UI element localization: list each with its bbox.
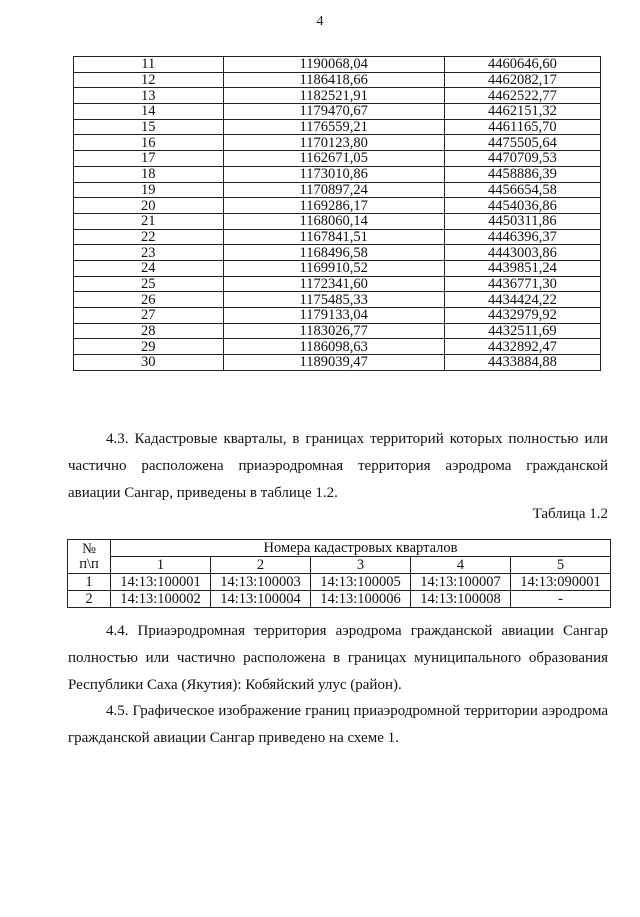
row-number: 1 [68, 574, 111, 591]
cadastral-number: 14:13:090001 [511, 574, 611, 591]
cadastral-number: 14:13:100003 [211, 574, 311, 591]
coord-y: 4462522,77 [444, 88, 600, 104]
coord-y: 4462151,32 [444, 104, 600, 120]
point-number: 21 [74, 213, 224, 229]
point-number: 26 [74, 292, 224, 308]
table-row [74, 166, 601, 182]
coord-y: 4475505,64 [444, 135, 600, 151]
table-header-row [68, 540, 611, 557]
point-number: 28 [74, 323, 224, 339]
table-caption: Таблица 1.2 [532, 506, 608, 522]
point-number: 20 [74, 198, 224, 214]
table-row [74, 135, 601, 151]
coord-y: 4470709,53 [444, 151, 600, 167]
column-number: 4 [411, 557, 511, 574]
column-number: 3 [311, 557, 411, 574]
coord-x: 1189039,47 [223, 355, 444, 371]
table-row [74, 88, 601, 104]
point-number: 27 [74, 308, 224, 324]
cadastral-number: 14:13:100007 [411, 574, 511, 591]
cadastral-number: - [511, 591, 611, 608]
coord-x: 1183026,77 [223, 323, 444, 339]
table-row [74, 323, 601, 339]
table-row [74, 151, 601, 167]
coord-y: 4443003,86 [444, 245, 600, 261]
coord-x: 1172341,60 [223, 276, 444, 292]
point-number: 25 [74, 276, 224, 292]
cadastral-number: 14:13:100001 [111, 574, 211, 591]
cadastral-number: 14:13:100008 [411, 591, 511, 608]
table-row [74, 104, 601, 120]
table-row [74, 72, 601, 88]
coord-y: 4434424,22 [444, 292, 600, 308]
coord-y: 4432511,69 [444, 323, 600, 339]
table-column-numbers-row [68, 557, 611, 574]
paragraph-4-3: 4.3. Кадастровые кварталы, в границах территорий которых полностью или частично расположена приаэродромная территория аэродрома гражданской авиации Сангар, приведены в таблице 1.2. [68, 431, 608, 501]
coord-y: 4436771,30 [444, 276, 600, 292]
coord-x: 1179133,04 [223, 308, 444, 324]
point-number: 23 [74, 245, 224, 261]
point-number: 13 [74, 88, 224, 104]
table-row [74, 339, 601, 355]
coordinates-table-body [74, 57, 601, 371]
table-row [74, 229, 601, 245]
point-number: 30 [74, 355, 224, 371]
table-row [68, 574, 611, 591]
point-number: 22 [74, 229, 224, 245]
coord-y: 4461165,70 [444, 119, 600, 135]
paragraph-4-4: 4.4. Приаэродромная территория аэродрома гражданской авиации Сангар полностью или частично расположена в границах муниципального образования Республики Саха (Якутия): Кобяйский улус (район). [68, 623, 608, 693]
header-number-subtitle: п\п [79, 555, 99, 572]
column-number: 2 [211, 557, 311, 574]
coord-y: 4462082,17 [444, 72, 600, 88]
point-number: 19 [74, 182, 224, 198]
table-row [74, 292, 601, 308]
table-row [74, 119, 601, 135]
point-number: 24 [74, 260, 224, 276]
coord-x: 1179470,67 [223, 104, 444, 120]
coord-x: 1190068,04 [223, 57, 444, 73]
coord-x: 1186418,66 [223, 72, 444, 88]
header-number-symbol: № [82, 540, 96, 557]
cadastral-number: 14:13:100005 [311, 574, 411, 591]
coord-x: 1170897,24 [223, 182, 444, 198]
coord-x: 1167841,51 [223, 229, 444, 245]
table-row [74, 245, 601, 261]
table-row [74, 213, 601, 229]
point-number: 18 [74, 166, 224, 182]
coord-y: 4450311,86 [444, 213, 600, 229]
point-number: 17 [74, 151, 224, 167]
point-number: 14 [74, 104, 224, 120]
row-number: 2 [68, 591, 111, 608]
cadastral-number: 14:13:100002 [111, 591, 211, 608]
coord-x: 1186098,63 [223, 339, 444, 355]
table-row [74, 57, 601, 73]
coord-y: 4439851,24 [444, 260, 600, 276]
coord-x: 1173010,86 [223, 166, 444, 182]
table-row [74, 198, 601, 214]
coord-x: 1169286,17 [223, 198, 444, 214]
coord-x: 1176559,21 [223, 119, 444, 135]
cadastral-number: 14:13:100004 [211, 591, 311, 608]
coord-y: 4433884,88 [444, 355, 600, 371]
cadastral-number: 14:13:100006 [311, 591, 411, 608]
paragraph-4-5: 4.5. Графическое изображение границ приаэродромной территории аэродрома гражданской авиации Сангар приведено на схеме 1. [68, 703, 608, 746]
coord-y: 4456654,58 [444, 182, 600, 198]
coord-x: 1170123,80 [223, 135, 444, 151]
table-row [74, 308, 601, 324]
coord-x: 1168496,58 [223, 245, 444, 261]
cadastral-quarters-table [67, 539, 611, 608]
column-number: 5 [511, 557, 611, 574]
point-number: 12 [74, 72, 224, 88]
point-number: 15 [74, 119, 224, 135]
point-number: 16 [74, 135, 224, 151]
coord-y: 4446396,37 [444, 229, 600, 245]
point-number: 11 [74, 57, 224, 73]
coord-y: 4458886,39 [444, 166, 600, 182]
coord-y: 4460646,60 [444, 57, 600, 73]
table-row [74, 182, 601, 198]
header-number-cell [68, 540, 111, 574]
table-row [74, 355, 601, 371]
coord-y: 4454036,86 [444, 198, 600, 214]
table-row [68, 591, 611, 608]
table-row [74, 276, 601, 292]
point-number: 29 [74, 339, 224, 355]
coord-x: 1169910,52 [223, 260, 444, 276]
coordinates-table [73, 56, 601, 371]
coord-y: 4432979,92 [444, 308, 600, 324]
cadastral-table-body [68, 540, 611, 608]
coord-x: 1168060,14 [223, 213, 444, 229]
page-number: 4 [316, 14, 324, 29]
coord-x: 1182521,91 [223, 88, 444, 104]
table-row [74, 260, 601, 276]
coord-x: 1162671,05 [223, 151, 444, 167]
coord-y: 4432892,47 [444, 339, 600, 355]
column-number: 1 [111, 557, 211, 574]
header-group-title: Номера кадастровых кварталов [111, 540, 611, 557]
coord-x: 1175485,33 [223, 292, 444, 308]
